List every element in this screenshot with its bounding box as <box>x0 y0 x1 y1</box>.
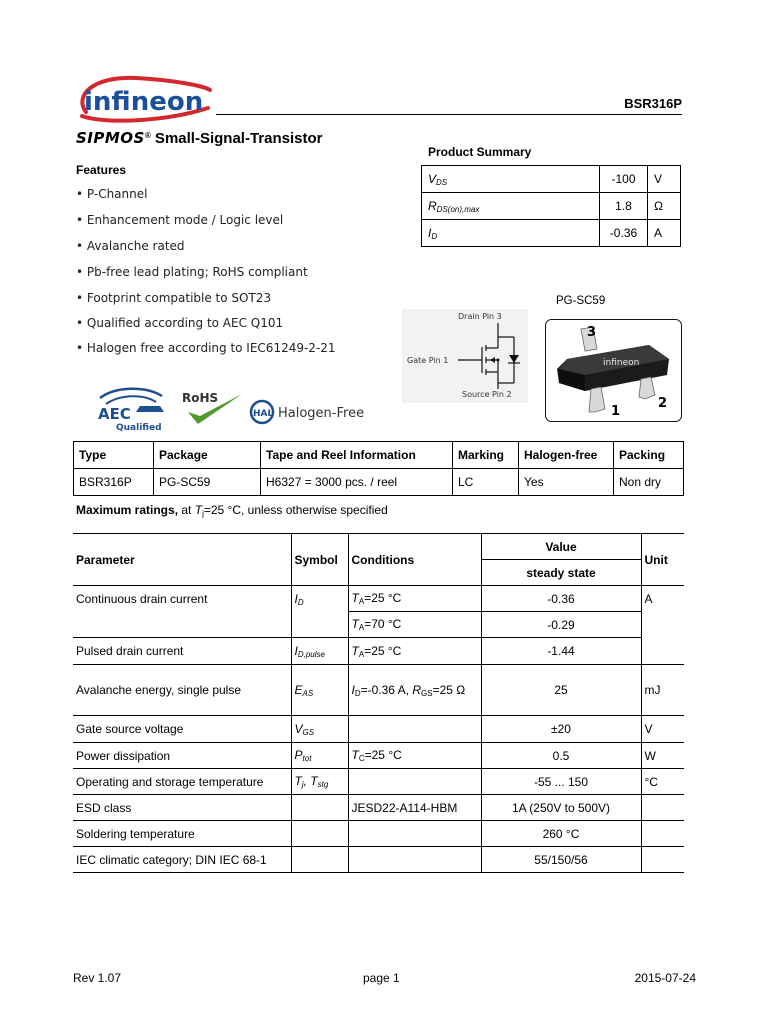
footer-page-number: page 1 <box>363 971 400 985</box>
value-cell: 1A (250V to 500V) <box>481 795 641 821</box>
column-header: Value <box>481 534 641 560</box>
features-list <box>76 187 336 367</box>
value-cell: -0.29 <box>481 612 641 638</box>
halogen-free-logo <box>251 401 364 423</box>
summary-unit: A <box>648 220 681 247</box>
column-header: Type <box>74 442 154 469</box>
param-cell: ESD class <box>73 795 291 821</box>
param-cell: Continuous drain current <box>73 586 291 638</box>
features-heading: Features <box>76 163 127 177</box>
value-cell: -0.36 <box>481 586 641 612</box>
table-cell: LC <box>453 469 519 496</box>
column-header: Package <box>154 442 261 469</box>
table-row <box>73 638 684 665</box>
symbol-cell: $E_{AS}$ <box>291 665 348 716</box>
svg-text:infineon: infineon <box>603 358 640 368</box>
summary-row <box>422 220 681 247</box>
title-registered-mark: ® <box>144 131 151 140</box>
condition-cell: $T_A=25$ °C <box>348 586 481 612</box>
summary-symbol: $R_{DS(on),max}$ <box>422 193 600 220</box>
column-header: Parameter <box>73 534 291 586</box>
symbol-cell: $T_j$, $T_{stg}$ <box>291 769 348 795</box>
column-header: Unit <box>641 534 684 586</box>
svg-text:RoHS: RoHS <box>182 391 219 405</box>
feature-item: • P-Channel <box>76 187 148 201</box>
param-cell: Gate source voltage <box>73 716 291 743</box>
table-row <box>73 716 684 743</box>
condition-cell <box>348 847 481 873</box>
unit-cell <box>641 847 684 873</box>
value-cell: 55/150/56 <box>481 847 641 873</box>
feature-item: • Halogen free according to IEC61249-2-21 <box>76 341 336 355</box>
value-cell: ±20 <box>481 716 641 743</box>
feature-item: • Qualified according to AEC Q101 <box>76 316 284 330</box>
symbol-cell <box>291 847 348 873</box>
summary-value: 1.8 <box>600 193 648 220</box>
summary-row <box>422 193 681 220</box>
condition-cell: $T_C=25$ °C <box>348 743 481 769</box>
symbol-cell: $V_{GS}$ <box>291 716 348 743</box>
svg-text:HAL: HAL <box>253 409 274 419</box>
symbol-cell <box>291 821 348 847</box>
condition-cell <box>348 769 481 795</box>
max-ratings-table <box>73 533 684 873</box>
product-summary-table <box>421 165 681 247</box>
header-rule <box>216 114 682 115</box>
column-header: Packing <box>614 442 684 469</box>
table-cell: Yes <box>519 469 614 496</box>
document-title <box>76 129 322 147</box>
summary-symbol: $I_D$ <box>422 220 600 247</box>
table-row <box>73 586 684 612</box>
title-brand: SIPMOS <box>76 129 145 147</box>
summary-symbol: $V_{DS}$ <box>422 166 600 193</box>
svg-text:2: 2 <box>658 396 668 411</box>
unit-cell: A <box>641 586 684 665</box>
svg-text:Qualified: Qualified <box>116 423 162 432</box>
table-row <box>73 821 684 847</box>
svg-text:3: 3 <box>587 325 597 340</box>
table-row <box>73 795 684 821</box>
certification-logos <box>96 382 376 432</box>
table-row <box>73 665 684 716</box>
summary-value: -100 <box>600 166 648 193</box>
summary-unit: Ω <box>648 193 681 220</box>
summary-value: -0.36 <box>600 220 648 247</box>
symbol-cell: $I_D$ <box>291 586 348 638</box>
condition-cell: $T_A=25$ °C <box>348 638 481 665</box>
column-header: Conditions <box>348 534 481 586</box>
unit-cell <box>641 795 684 821</box>
table-cell: Non dry <box>614 469 684 496</box>
mosfet-schematic <box>402 309 528 403</box>
value-cell: 0.5 <box>481 743 641 769</box>
param-cell: Soldering temperature <box>73 821 291 847</box>
svg-text:Gate Pin 1: Gate Pin 1 <box>407 356 449 365</box>
infineon-logo <box>74 72 214 124</box>
unit-cell: °C <box>641 769 684 795</box>
table-row <box>73 743 684 769</box>
column-header: Halogen-free <box>519 442 614 469</box>
rohs-logo <box>182 391 242 424</box>
condition-cell: $I_D=-0.36$ A, $R_{GS}=25$ Ω <box>348 665 481 716</box>
table-header-row <box>73 534 684 560</box>
unit-cell: mJ <box>641 665 684 716</box>
feature-item: • Pb-free lead plating; RoHS compliant <box>76 265 308 279</box>
condition-cell <box>348 821 481 847</box>
condition-cell: $T_A=70$ °C <box>348 612 481 638</box>
ordering-info-table <box>73 441 684 496</box>
symbol-cell <box>291 795 348 821</box>
product-summary-heading: Product Summary <box>428 145 532 159</box>
param-cell: Power dissipation <box>73 743 291 769</box>
column-subheader: steady state <box>481 560 641 586</box>
package-label: PG-SC59 <box>556 295 606 307</box>
svg-text:1: 1 <box>611 404 621 419</box>
title-rest: Small-Signal-Transistor <box>150 130 323 147</box>
unit-cell: W <box>641 743 684 769</box>
table-cell: BSR316P <box>74 469 154 496</box>
svg-text:infineon: infineon <box>84 87 204 117</box>
value-cell: -55 ... 150 <box>481 769 641 795</box>
param-cell: Avalanche energy, single pulse <box>73 665 291 716</box>
symbol-cell: $I_{D,pulse}$ <box>291 638 348 665</box>
column-header: Symbol <box>291 534 348 586</box>
param-cell: Operating and storage temperature <box>73 769 291 795</box>
unit-cell <box>641 821 684 847</box>
feature-item: • Footprint compatible to SOT23 <box>76 291 272 305</box>
summary-unit: V <box>648 166 681 193</box>
column-header: Marking <box>453 442 519 469</box>
table-row <box>73 769 684 795</box>
svg-text:AEC: AEC <box>98 405 131 423</box>
package-image <box>545 319 682 422</box>
svg-text:Source Pin 2: Source Pin 2 <box>462 390 512 399</box>
summary-row <box>422 166 681 193</box>
unit-cell: V <box>641 716 684 743</box>
table-cell: PG-SC59 <box>154 469 261 496</box>
max-ratings-heading: Maximum ratings, at $T_j=25$ °C, unless otherwise specified <box>76 503 388 518</box>
column-header: Tape and Reel Information <box>261 442 453 469</box>
value-cell: -1.44 <box>481 638 641 665</box>
svg-text:Drain Pin 3: Drain Pin 3 <box>458 312 502 321</box>
value-cell: 25 <box>481 665 641 716</box>
aec-qualified-logo <box>98 389 164 432</box>
svg-text:Halogen-Free: Halogen-Free <box>278 406 365 421</box>
param-cell: Pulsed drain current <box>73 638 291 665</box>
table-cell: H6327 = 3000 pcs. / reel <box>261 469 453 496</box>
condition-cell <box>348 716 481 743</box>
condition-cell: JESD22-A114-HBM <box>348 795 481 821</box>
footer-date: 2015-07-24 <box>634 971 696 985</box>
part-number: BSR316P <box>624 96 682 111</box>
param-cell: IEC climatic category; DIN IEC 68-1 <box>73 847 291 873</box>
feature-item: • Avalanche rated <box>76 239 185 253</box>
footer-revision: Rev 1.07 <box>73 971 122 985</box>
value-cell: 260 °C <box>481 821 641 847</box>
table-header-row <box>74 442 684 469</box>
table-row <box>74 469 684 496</box>
symbol-cell: $P_{tot}$ <box>291 743 348 769</box>
table-row <box>73 847 684 873</box>
feature-item: • Enhancement mode / Logic level <box>76 213 284 227</box>
